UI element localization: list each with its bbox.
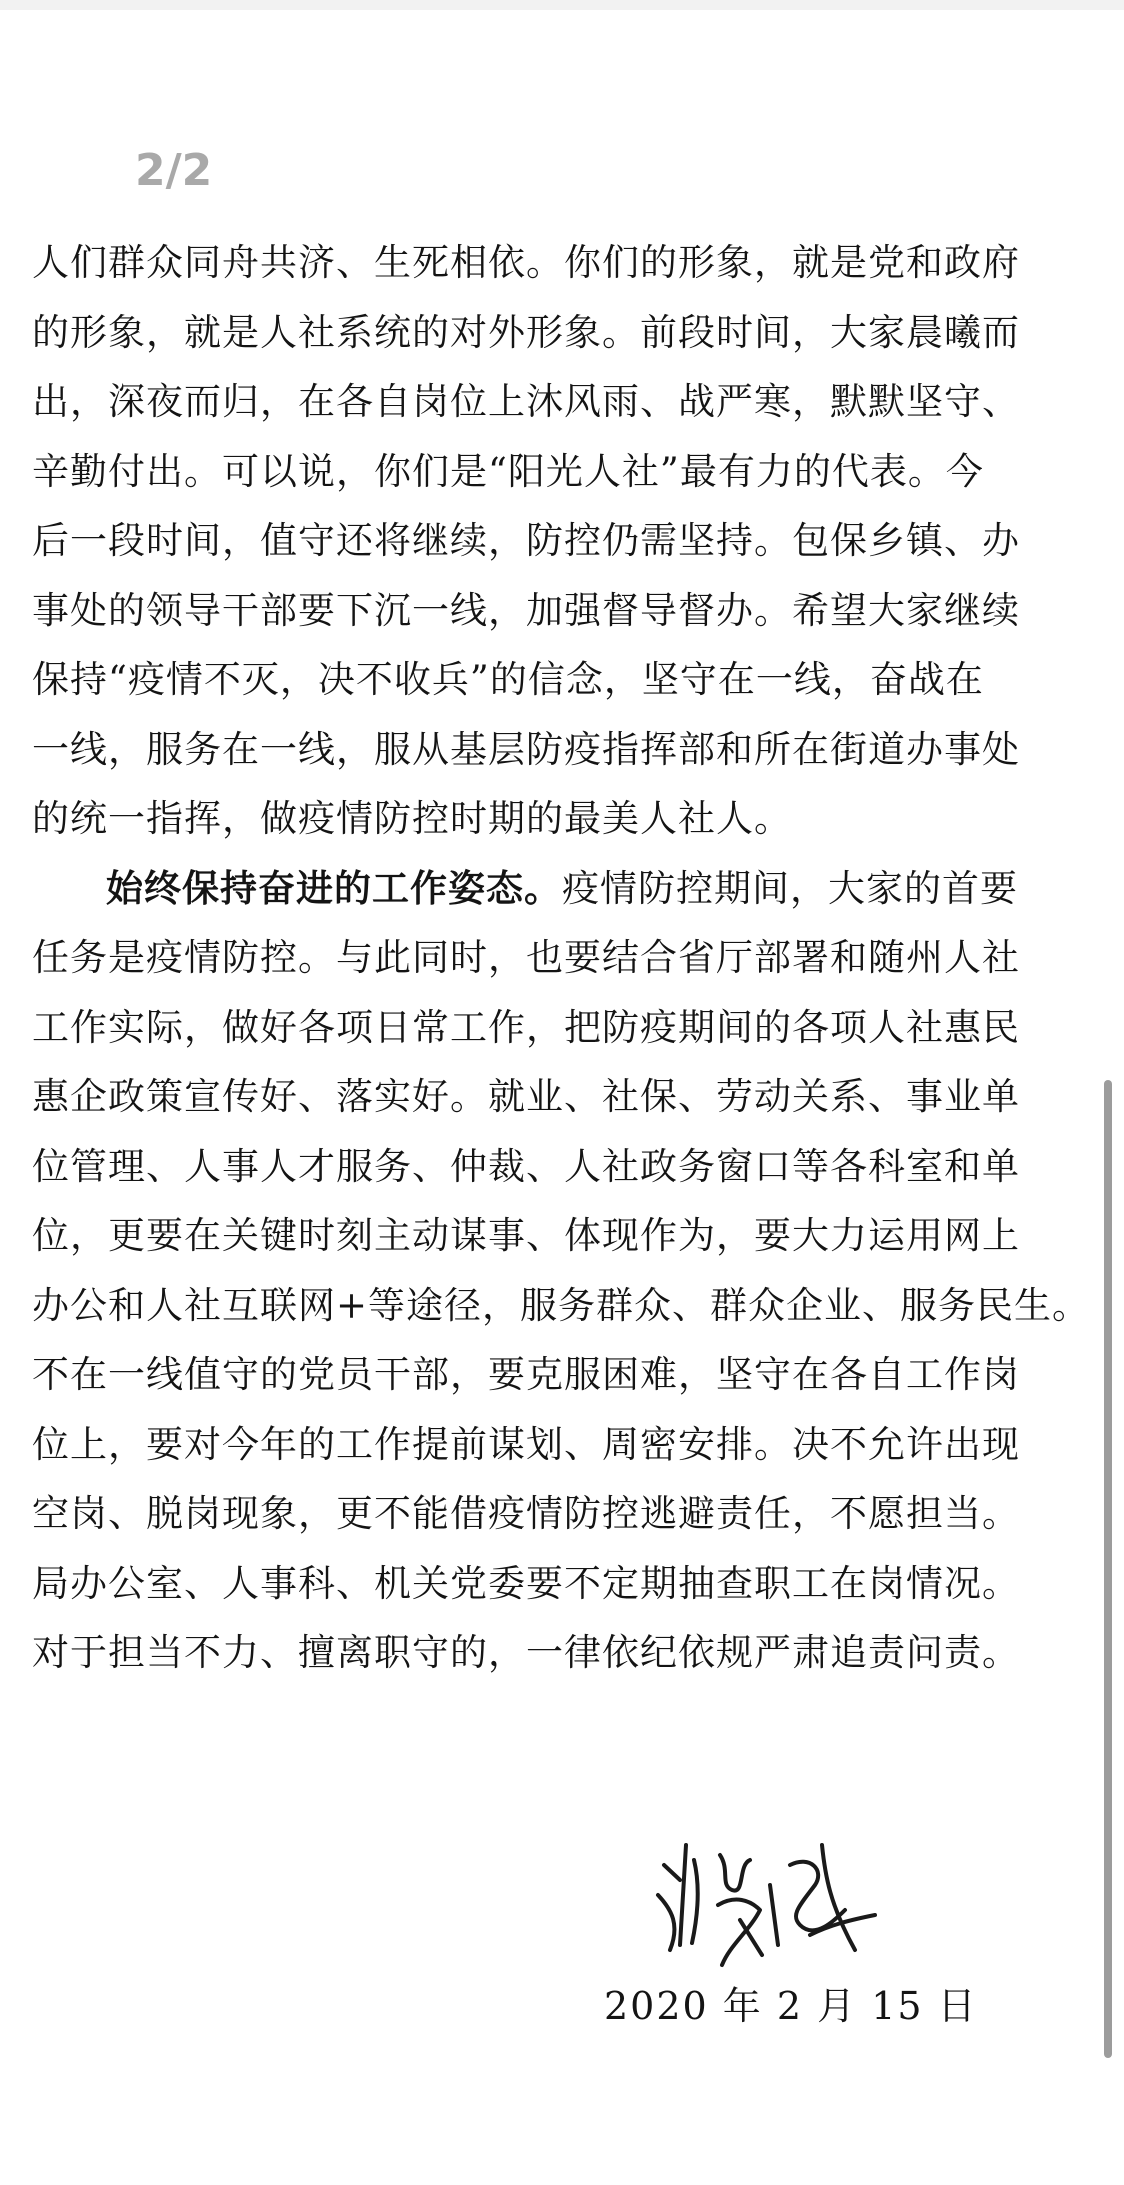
text-line: 事处的领导干部要下沉一线，加强督导督办。希望大家继续 (32, 588, 1020, 632)
text-line: 位管理、人事人才服务、仲裁、人社政务窗口等各科室和单 (32, 1144, 1020, 1188)
text-line: 惠企政策宣传好、落实好。就业、社保、劳动关系、事业单 (32, 1075, 1020, 1118)
top-status-strip (0, 0, 1124, 10)
text-line: 办公和人社互联网+等途径，服务群众、群众企业、服务民生。 (32, 1283, 1091, 1327)
text-line: 后一段时间，值守还将继续，防控仍需坚持。包保乡镇、办 (32, 519, 1020, 562)
document-date: 2020 年 2 月 15 日 (604, 1984, 978, 2028)
text-line: 疫情防控期间，大家的首要 (562, 866, 1018, 910)
page-indicator: 2/2 (135, 145, 213, 196)
text-line: 的统一指挥，做疫情防控时期的最美人社人。 (32, 797, 792, 840)
text-line: 一线，服务在一线，服从基层防疫指挥部和所在街道办事处 (32, 727, 1020, 771)
text-line: 任务是疫情防控。与此同时，也要结合省厅部署和随州人社 (32, 936, 1020, 979)
text-line: 工作实际，做好各项日常工作，把防疫期间的各项人社惠民 (32, 1005, 1020, 1049)
text-line: 局办公室、人事科、机关党委要不定期抽查职工在岗情况。 (32, 1561, 1020, 1605)
text-line: 辛勤付出。可以说，你们是“阳光人社”最有力的代表。今 (32, 449, 984, 493)
scrollbar[interactable] (1104, 1080, 1112, 2058)
text-line: 出，深夜而归，在各自岗位上沐风雨、战严寒，默默坚守、 (32, 380, 1020, 423)
text-line: 人们群众同舟共济、生死相依。你们的形象，就是党和政府 (32, 241, 1020, 284)
text-line: 空岗、脱岗现象，更不能借疫情防控逃避责任，不愿担当。 (32, 1492, 1020, 1535)
text-line: 不在一线值守的党员干部，要克服困难，坚守在各自工作岗 (32, 1353, 1020, 1396)
text-line: 的形象，就是人社系统的对外形象。前段时间，大家晨曦而 (32, 310, 1020, 354)
handwritten-signature (650, 1825, 880, 1975)
text-line: 对于担当不力、擅离职守的，一律依纪依规严肃追责问责。 (32, 1631, 1020, 1674)
document-body (32, 228, 1091, 1688)
paragraph-heading-line (32, 854, 1062, 924)
text-line: 位，更要在关键时刻主动谋事、体现作为，要大力运用网上 (32, 1214, 1020, 1257)
text-line: 位上，要对今年的工作提前谋划、周密安排。决不允许出现 (32, 1422, 1020, 1466)
text-line: 保持“疫情不灭，决不收兵”的信念，坚守在一线，奋战在 (32, 658, 984, 701)
paragraph-heading: 始终保持奋进的工作姿态。 (106, 865, 562, 910)
